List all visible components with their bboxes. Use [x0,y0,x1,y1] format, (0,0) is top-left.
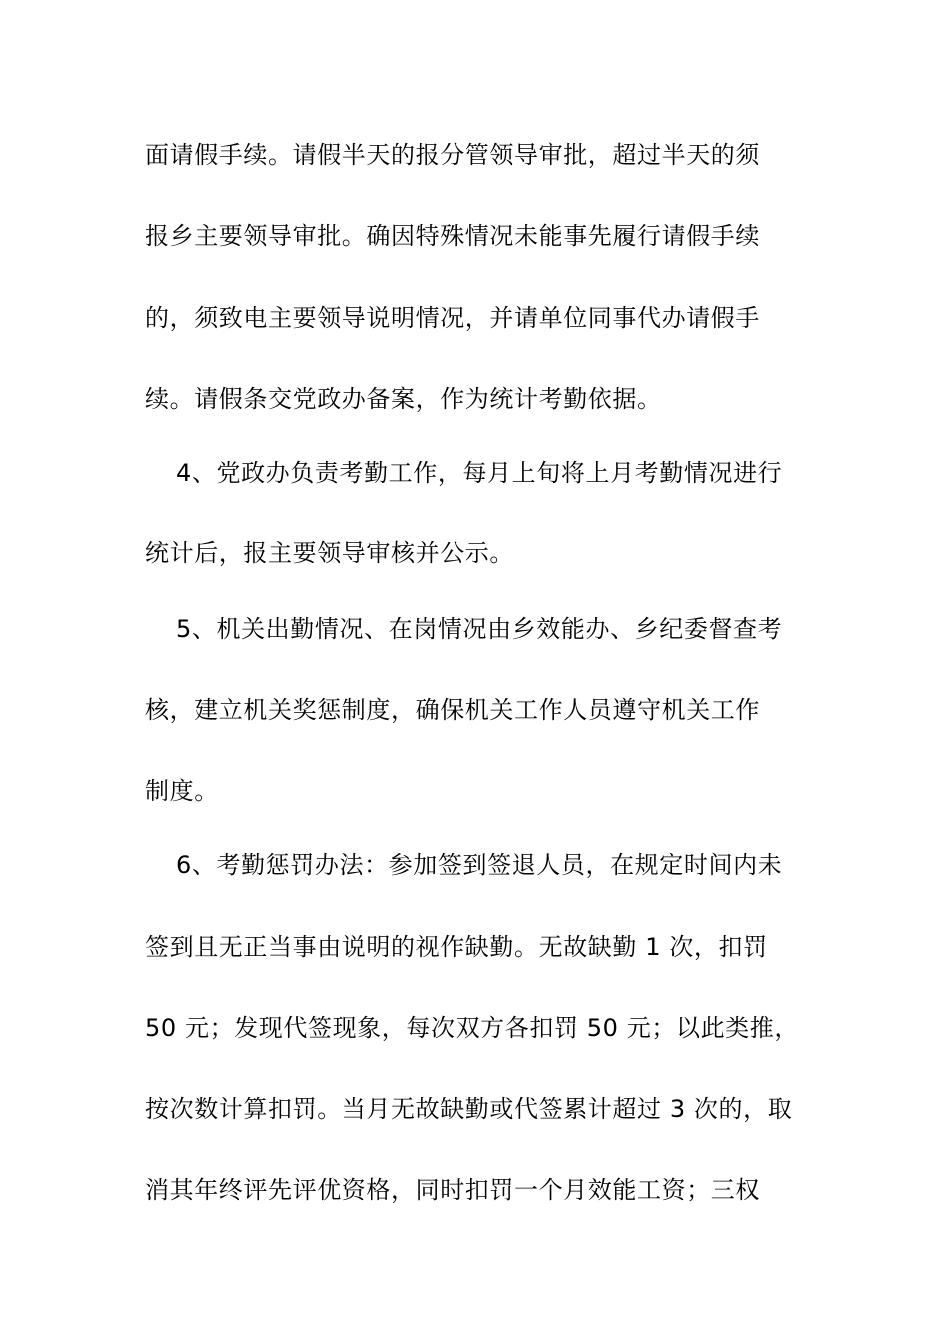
body-text-line: 统计后，报主要领导审核并公示。 [145,539,514,567]
body-text-line: 核，建立机关奖惩制度，确保机关工作人员遵守机关工作 [145,696,760,724]
body-text-line: 面请假手续。请假半天的报分管领导审批，超过半天的须 [145,141,760,169]
body-text-line: 的，须致电主要领导说明情况，并请单位同事代办请假手 [145,304,760,332]
body-text-line: 按次数计算扣罚。当月无故缺勤或代签累计超过 3 次的，取 [145,1095,793,1123]
body-text-line: 50 元；发现代签现象，每次双方各扣罚 50 元；以此类推， [145,1014,799,1042]
list-item-5: 5、机关出勤情况、在岗情况由乡效能办、乡纪委督查考 [176,615,783,643]
body-text-line: 消其年终评先评优资格，同时扣罚一个月效能工资；三权 [145,1176,760,1204]
body-text-line: 报乡主要领导审批。确因特殊情况未能事先履行请假手续 [145,222,760,250]
list-item-6: 6、考勤惩罚办法：参加签到签退人员，在规定时间内未 [176,851,783,879]
body-text-line: 签到且无正当事由说明的视作缺勤。无故缺勤 1 次，扣罚 [145,933,768,961]
list-item-4: 4、党政办负责考勤工作，每月上旬将上月考勤情况进行 [176,459,783,487]
body-text-line: 续。请假条交党政办备案，作为统计考勤依据。 [145,385,662,413]
body-text-line: 制度。 [145,777,219,805]
